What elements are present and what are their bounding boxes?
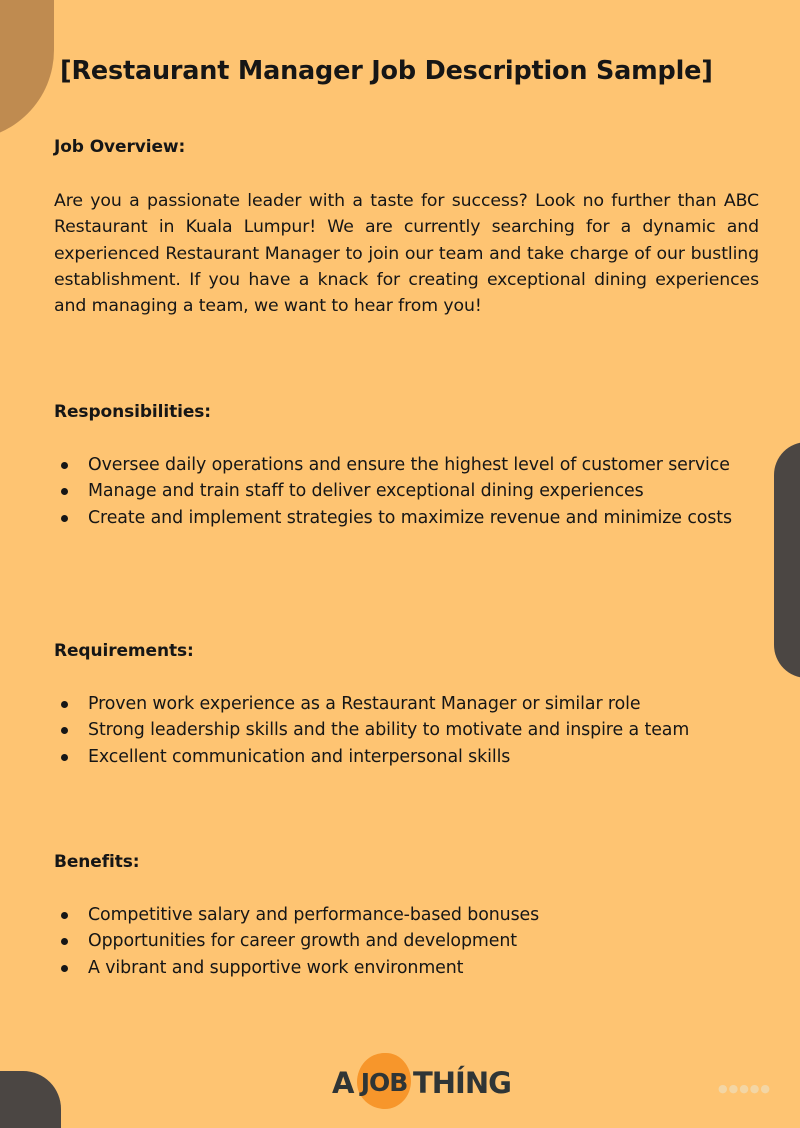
list-item: Oversee daily operations and ensure the highest level of customer service (54, 452, 754, 478)
benefits-section (54, 849, 759, 981)
decorative-side-tab (774, 442, 800, 678)
responsibilities-list (54, 452, 754, 531)
bullet-icon (61, 701, 68, 708)
decorative-bottom-shape (0, 1071, 61, 1128)
list-item: Create and implement strategies to maximize revenue and minimize costs (54, 505, 754, 531)
responsibilities-heading: Responsibilities: (54, 402, 211, 422)
document-title: [Restaurant Manager Job Description Sample] (60, 56, 713, 86)
logo-letter-a: A (332, 1066, 354, 1100)
bullet-icon (61, 965, 68, 972)
benefits-heading: Benefits: (54, 852, 140, 872)
overview-section (54, 134, 759, 319)
list-item: Competitive salary and performance-based bonuses (54, 902, 754, 928)
list-item: Strong leadership skills and the ability to motivate and inspire a team (54, 717, 734, 743)
overview-heading: Job Overview: (54, 137, 186, 157)
ajobthing-logo (330, 1052, 511, 1112)
bullet-icon (61, 515, 68, 522)
page-dots-decoration: ●●●●● (718, 1082, 771, 1095)
list-item: Excellent communication and interpersonal skills (54, 744, 734, 770)
logo-thing-text: THÍNG (413, 1066, 511, 1100)
list-item: A vibrant and supportive work environment (54, 955, 754, 981)
logo-job-text: JOB (360, 1068, 408, 1097)
requirements-list (54, 691, 734, 770)
overview-paragraph: Are you a passionate leader with a taste for success? Look no further than ABC Restaurant in Kuala Lumpur! We are currently searching for a dynamic and experienced Restaurant Manager to join our team and take charge of our bustling establishment. If you have a knack for creating exceptional dining experiences and managing a team, we want to hear from you! (54, 191, 759, 317)
list-item: Opportunities for career growth and development (54, 928, 754, 954)
bullet-icon (61, 727, 68, 734)
bullet-icon (61, 488, 68, 495)
benefits-list (54, 902, 754, 981)
bullet-icon (61, 754, 68, 761)
bullet-icon (61, 938, 68, 945)
list-item: Manage and train staff to deliver exceptional dining experiences (54, 478, 754, 504)
decorative-corner-shape (0, 0, 54, 140)
responsibilities-section (54, 399, 759, 531)
requirements-section (54, 638, 759, 770)
bullet-icon (61, 912, 68, 919)
list-item: Proven work experience as a Restaurant Manager or similar role (54, 691, 734, 717)
requirements-heading: Requirements: (54, 641, 194, 661)
bullet-icon (61, 462, 68, 469)
